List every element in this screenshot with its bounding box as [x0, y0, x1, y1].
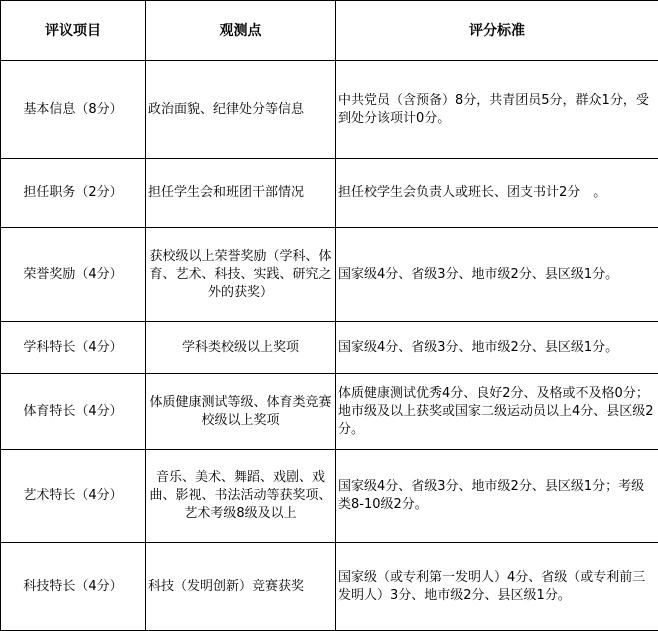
table-row — [1, 374, 658, 450]
item-cell: 荣誉奖励（4分） — [1, 228, 146, 322]
observation-cell: 获校级以上荣誉奖励（学科、体育、艺术、科技、实践、研究之外的获奖） — [146, 228, 336, 322]
item-cell: 艺术特长（4分） — [1, 450, 146, 543]
item-cell: 担任职务（2分） — [1, 159, 146, 228]
observation-cell: 政治面貌、纪律处分等信息 — [146, 61, 336, 159]
criteria-cell: 体质健康测试优秀4分、良好2分、及格或不及格0分；地市级及以上获奖或国家二级运动员以上4分、县区级2分。 — [336, 374, 658, 450]
criteria-cell: 国家级4分、省级3分、地市级2分、县区级1分。 — [336, 322, 658, 374]
criteria-cell: 国家级（或专利第一发明人）4分、省级（或专利前三发明人）3分、地市级2分、县区级1分。 — [336, 543, 658, 631]
header-criteria: 评分标准 — [336, 1, 658, 61]
table-row — [1, 543, 658, 631]
table-row — [1, 61, 658, 159]
observation-cell: 科技（发明创新）竞赛获奖 — [146, 543, 336, 631]
table-row — [1, 322, 658, 374]
table-row — [1, 228, 658, 322]
observation-cell: 体质健康测试等级、体育类竞赛校级以上奖项 — [146, 374, 336, 450]
item-cell: 科技特长（4分） — [1, 543, 146, 631]
header-observation: 观测点 — [146, 1, 336, 61]
criteria-cell: 国家级4分、省级3分、地市级2分、县区级1分；考级类8-10级2分。 — [336, 450, 658, 543]
table-row — [1, 450, 658, 543]
observation-cell: 学科类校级以上奖项 — [146, 322, 336, 374]
table-row — [1, 159, 658, 228]
criteria-cell: 担任校学生会负责人或班长、团支书计2分 。 — [336, 159, 658, 228]
criteria-cell: 中共党员（含预备）8分，共青团员5分，群众1分，受到处分该项计0分。 — [336, 61, 658, 159]
item-cell: 体育特长（4分） — [1, 374, 146, 450]
observation-cell: 担任学生会和班团干部情况 — [146, 159, 336, 228]
item-cell: 基本信息（8分） — [1, 61, 146, 159]
criteria-cell: 国家级4分、省级3分、地市级2分、县区级1分。 — [336, 228, 658, 322]
item-cell: 学科特长（4分） — [1, 322, 146, 374]
observation-cell: 音乐、美术、舞蹈、戏剧、戏曲、影视、书法活动等获奖项、艺术考级8级及以上 — [146, 450, 336, 543]
header-row — [1, 1, 658, 61]
header-item: 评议项目 — [1, 1, 146, 61]
